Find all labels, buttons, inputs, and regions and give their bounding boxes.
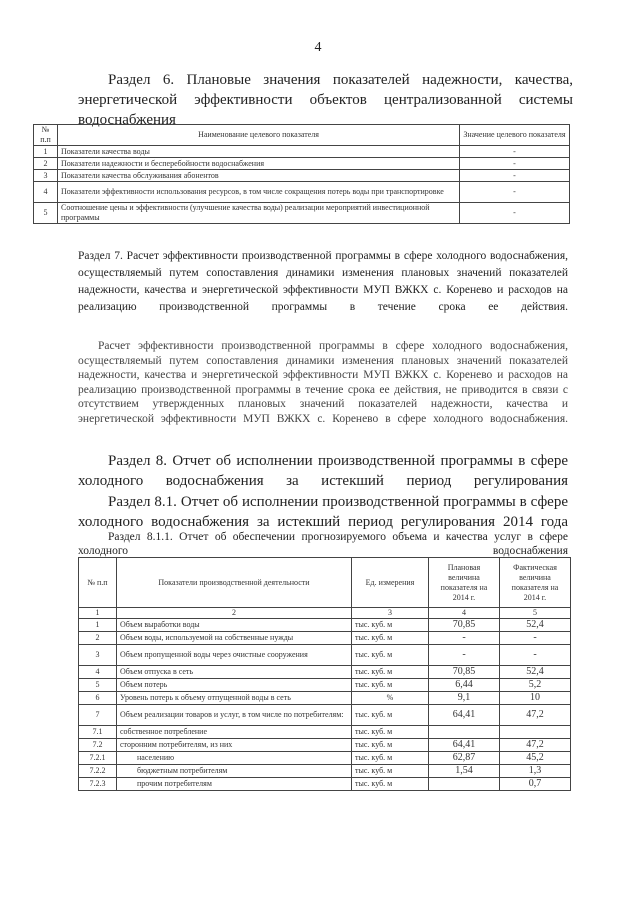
- col-no-header: № п.п: [79, 558, 117, 608]
- table-row: 6 Уровень потерь к объему отпущенной воды в сеть % 9,1 10: [79, 692, 571, 705]
- table-row: 3 Показатели качества обслуживания абонентов -: [34, 170, 570, 182]
- table-row: 3 Объем пропущенной воды через очистные сооружения тыс. куб. м - -: [79, 645, 571, 666]
- table-row: 7.2.1 населению тыс. куб. м 62,87 45,2: [79, 752, 571, 765]
- table-header-row: [34, 125, 570, 146]
- table-header-row: [79, 558, 571, 608]
- col-name-header: Наименование целевого показателя: [58, 125, 460, 146]
- page-number: 4: [314, 40, 322, 55]
- table-row: 2 Объем воды, используемой на собственные нужды тыс. куб. м - -: [79, 632, 571, 645]
- col-value-header: Значение целевого показателя: [460, 125, 570, 146]
- section-8-1-1-heading: Раздел 8.1.1. Отчет об обеспечении прогнозируемого объема и качества услуг в сфере холодного водоснабжения: [78, 531, 568, 557]
- section-8-table: [78, 557, 571, 791]
- table-row: 7 Объем реализации товаров и услуг, в том числе по потребителям: тыс. куб. м 64,41 47,2: [79, 705, 571, 726]
- column-number-row: 1 2 3 4 5: [79, 608, 571, 619]
- col-unit-header: Ед. измерения: [352, 558, 429, 608]
- col-plan-header: Плановая величина показателя на 2014 г.: [429, 558, 500, 608]
- col-name-header: Показатели производственной деятельности: [117, 558, 352, 608]
- table-row: 1 Показатели качества воды -: [34, 146, 570, 158]
- table-row: 7.2.2 бюджетным потребителям тыс. куб. м 1,54 1,3: [79, 765, 571, 778]
- table-row: 4 Объем отпуска в сеть тыс. куб. м 70,85 52,4: [79, 666, 571, 679]
- section-7-note: Расчет эффективности производственной программы в сфере холодного водоснабжения, осуществляемый путем сопоставления динамики изменения плановых значений показателей надежности, качества и энергетической эффективности МУП ВЖКХ с. Коренево и расходов на реализацию производственной программы в течение срока ее действия, не приводится в связи с отсутствием утвержденных плановых значений показателей надежности, качества и энергетической эффективности МУП ВЖКХ с. Коренево в сфере холодного водоснабжения.: [78, 340, 568, 425]
- table-row: 7.2.3 прочим потребителям тыс. куб. м 0,7: [79, 778, 571, 791]
- table-row: 7.1 собственное потребление тыс. куб. м: [79, 726, 571, 739]
- section-6-heading: Раздел 6. Плановые значения показателей надежности, качества, энергетической эффективности объектов централизованной системы водоснабжения: [78, 72, 573, 128]
- section-8-heading: Раздел 8. Отчет об исполнении производственной программы в сфере холодного водоснабжения за истекший период регулирования: [78, 453, 568, 489]
- col-fact-header: Фактическая величина показателя на 2014 г.: [500, 558, 571, 608]
- table-row: 5 Соотношение цены и эффективности (улучшение качества воды) реализации мероприятий инвестиционной программы -: [34, 203, 570, 224]
- table-row: 4 Показатели эффективности использования ресурсов, в том числе сокращения потерь воды при транспортировке -: [34, 182, 570, 203]
- table-row: 1 Объем выработки воды тыс. куб. м 70,85 52,4: [79, 619, 571, 632]
- col-no-header: № п.п: [34, 125, 58, 146]
- section-6-table: [33, 124, 570, 224]
- table-row: 5 Объем потерь тыс. куб. м 6,44 5,2: [79, 679, 571, 692]
- table-row: 2 Показатели надежности и бесперебойности водоснабжения -: [34, 158, 570, 170]
- section-7-paragraph: Раздел 7. Расчет эффективности производственной программы в сфере холодного водоснабжения, осуществляемый путем сопоставления динамики изменения плановых значений показателей надежности, качества и энергетической эффективности МУП ВЖКХ с. Коренево и расходов на реализацию производственной программы в течение срока ее действия.: [78, 250, 568, 313]
- section-8-1-heading: Раздел 8.1. Отчет об исполнении производственной программы в сфере холодного водоснабжения за истекший период регулирования 2014 года: [78, 494, 568, 530]
- table-row: 7.2 сторонним потребителям, из них тыс. куб. м 64,41 47,2: [79, 739, 571, 752]
